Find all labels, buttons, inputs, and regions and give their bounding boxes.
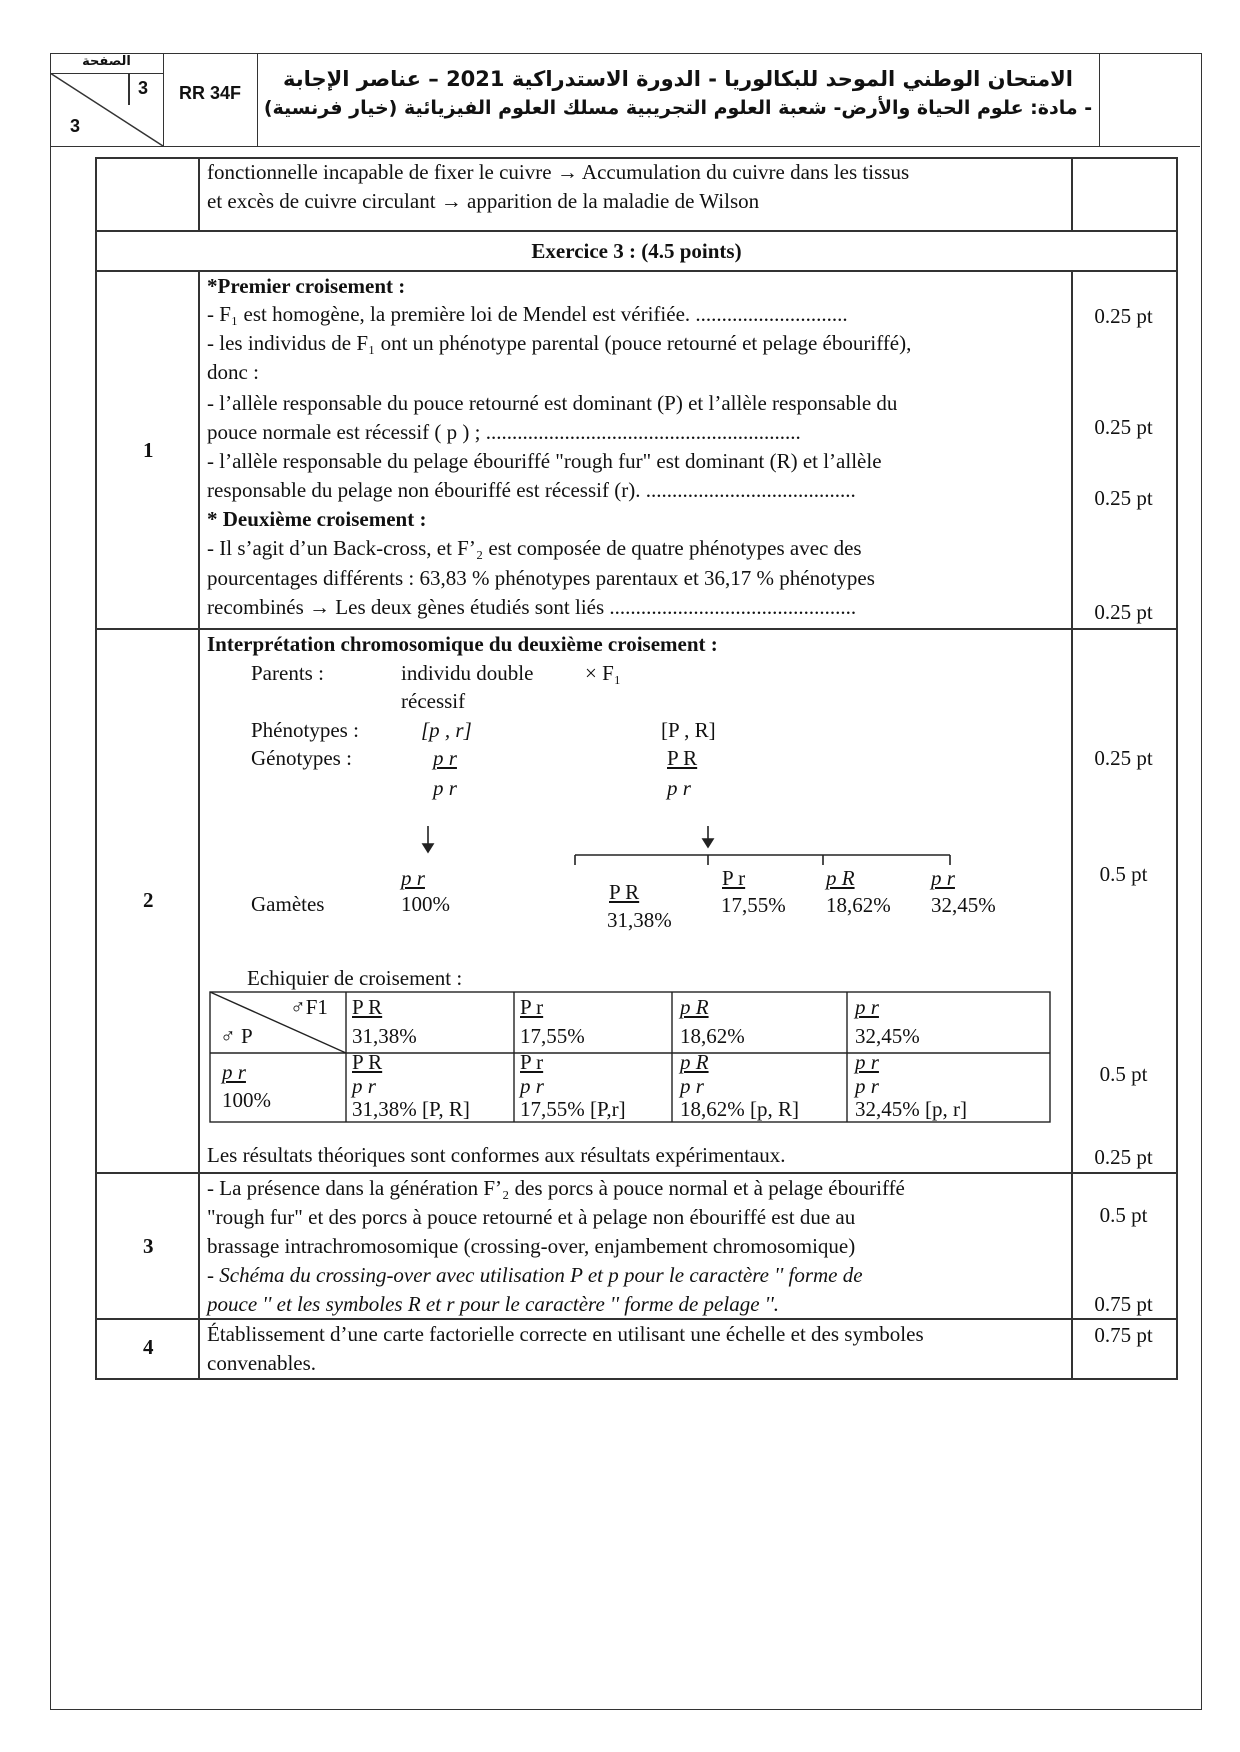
question-number: 3 xyxy=(143,1234,154,1258)
q1-line: pouce normale est récessif ( p ) ; ............................................................ xyxy=(207,420,801,444)
punnett-cell-top: p r xyxy=(855,1050,879,1074)
q3-line: brassage intrachromosomique (crossing-over, enjambement chromosomique) xyxy=(207,1234,856,1258)
punnett-col-pct: 32,45% xyxy=(855,1024,920,1048)
gamete-pR: p R xyxy=(826,866,855,890)
q4-line: Établissement d’une carte factorielle correcte en utilisant une échelle et des symboles xyxy=(207,1322,924,1346)
phenotypes-label: Phénotypes : xyxy=(251,718,359,742)
punnett-cell-top: p R xyxy=(680,1050,709,1074)
question-number: 1 xyxy=(143,438,154,462)
punnett-col-head: p R xyxy=(680,995,709,1019)
points: 0.25 pt xyxy=(1094,486,1153,510)
exam-code: RR 34F xyxy=(163,53,258,146)
q3-line: - La présence dans la génération F’₂ des porcs à pouce normal et à pelage ébouriffé xyxy=(207,1176,905,1200)
points: 0.25 pt xyxy=(1094,415,1153,439)
punnett-cell-result: 31,38% [P, R] xyxy=(352,1097,470,1121)
q1-line: - les individus de F₁ ont un phénotype parental (pouce retourné et pelage ébouriffé), xyxy=(207,331,912,355)
page-number: 3 xyxy=(138,78,149,98)
points: 0.5 pt xyxy=(1099,862,1148,886)
punnett-col-head: P r xyxy=(520,995,544,1019)
q2-title: Interprétation chromosomique du deuxième croisement : xyxy=(207,632,718,656)
punnett-cell-result: 32,45% [p, r] xyxy=(855,1097,967,1121)
q1-line: - Il s’agit d’un Back-cross, et F’₂ est composée de quatre phénotypes avec des xyxy=(207,536,862,560)
q1-line: pourcentages différents : 63,83 % phénotypes parentaux et 36,17 % phénotypes xyxy=(207,566,875,590)
exercise-title: Exercice 3 : (4.5 points) xyxy=(531,239,742,263)
parents-label: Parents : xyxy=(251,661,324,685)
q1-line: - l’allèle responsable du pouce retourné est dominant (P) et l’allèle responsable du xyxy=(207,391,898,415)
gamete-PR: P R xyxy=(609,880,640,904)
punnett-cell-bottom: p r xyxy=(680,1074,704,1098)
echiquier-label: Echiquier de croisement : xyxy=(247,966,463,990)
q4-line: convenables. xyxy=(207,1351,317,1375)
gamete-PR-pct: 31,38% xyxy=(607,908,672,932)
punnett-cell-bottom: p r xyxy=(520,1074,544,1098)
punnett-cell-bottom: p r xyxy=(352,1074,376,1098)
gamete-parent-pct: 100% xyxy=(401,892,450,916)
intro-line: et excès de cuivre circulant → apparition de la maladie de Wilson xyxy=(207,189,760,213)
parent-cross: × F₁ xyxy=(585,661,622,685)
title-line-1: الامتحان الوطني الموحد للبكالوريا - الدورة الاستدراكية 2021 – عناصر الإجابة xyxy=(282,67,1073,91)
q3-line: - Schéma du crossing-over avec utilisation P et p pour le caractère '' forme de xyxy=(207,1263,863,1287)
punnett-corner-p: ♂ P xyxy=(220,1024,253,1048)
gamete-parent: p r xyxy=(401,866,425,890)
q1-line: recombinés → Les deux gènes étudiés sont liés ............................................... xyxy=(207,595,857,619)
page-total: 3 xyxy=(70,116,81,136)
q1-heading-2: * Deuxième croisement : xyxy=(207,507,427,531)
punnett-cell-result: 18,62% [p, R] xyxy=(680,1097,799,1121)
punnett-row-gamete: p r xyxy=(222,1060,246,1084)
title-line-2: - مادة: علوم الحياة والأرض- شعبة العلوم التجريبية مسلك العلوم الفيزيائية (خيار فرنسية) xyxy=(263,97,1093,119)
punnett-col-head: P R xyxy=(352,995,383,1019)
q3-line: "rough fur" et des porcs à pouce retourné et à pelage non ébouriffé est due au xyxy=(207,1205,856,1229)
points: 0.25 pt xyxy=(1094,600,1153,624)
punnett-col-pct: 31,38% xyxy=(352,1024,417,1048)
punnett-cell-top: P r xyxy=(520,1050,544,1074)
punnett-col-head: p r xyxy=(855,995,879,1019)
q1-line: donc : xyxy=(207,360,259,384)
intro-line: fonctionnelle incapable de fixer le cuivre → Accumulation du cuivre dans les tissus xyxy=(207,160,910,184)
gamete-p-r-pct: 32,45% xyxy=(931,893,996,917)
points: 0.75 pt xyxy=(1094,1292,1153,1316)
q1-line: responsable du pelage non ébouriffé est récessif (r). ........................................ xyxy=(207,478,856,502)
q1-line: - l’allèle responsable du pelage ébouriffé "rough fur" est dominant (R) et l’allèle xyxy=(207,449,882,473)
points: 0.75 pt xyxy=(1094,1323,1153,1347)
parent-1-cont: récessif xyxy=(401,689,466,713)
punnett-row-pct: 100% xyxy=(222,1088,271,1112)
genotypes-label: Génotypes : xyxy=(251,746,352,770)
question-number: 2 xyxy=(143,888,154,912)
genotype-1-top: p r xyxy=(433,746,457,770)
gamete-p-r: p r xyxy=(931,866,955,890)
gametes-label: Gamètes xyxy=(251,892,325,916)
points: 0.5 pt xyxy=(1099,1203,1148,1227)
q3-line: pouce '' et les symboles R et r pour le caractère '' forme de pelage ''. xyxy=(207,1292,780,1316)
genotype-2-bottom: p r xyxy=(667,776,691,800)
punnett-cell-bottom: p r xyxy=(855,1074,879,1098)
q1-line: - F₁ est homogène, la première loi de Mendel est vérifiée. ............................. xyxy=(207,302,848,326)
q2-conclusion: Les résultats théoriques sont conformes aux résultats expérimentaux. xyxy=(207,1143,786,1167)
punnett-cell-result: 17,55% [P,r] xyxy=(520,1097,626,1121)
gamete-pR-pct: 18,62% xyxy=(826,893,891,917)
gamete-Pr: P r xyxy=(722,866,746,890)
phenotype-2: [P , R] xyxy=(661,718,716,742)
punnett-corner-f1: ♂F1 xyxy=(290,995,328,1019)
gamete-Pr-pct: 17,55% xyxy=(721,893,786,917)
punnett-col-pct: 18,62% xyxy=(680,1024,745,1048)
phenotype-1: [p , r] xyxy=(421,718,472,742)
page-label: الصفحة xyxy=(50,53,163,74)
genotype-1-bottom: p r xyxy=(433,776,457,800)
points: 0.25 pt xyxy=(1094,304,1153,328)
points: 0.25 pt xyxy=(1094,746,1153,770)
question-number: 4 xyxy=(143,1335,154,1359)
q1-heading-1: *Premier croisement : xyxy=(207,274,406,298)
points: 0.25 pt xyxy=(1094,1145,1153,1169)
genotype-2-top: P R xyxy=(667,746,698,770)
points: 0.5 pt xyxy=(1099,1062,1148,1086)
parent-1: individu double xyxy=(401,661,534,685)
punnett-cell-top: P R xyxy=(352,1050,383,1074)
punnett-col-pct: 17,55% xyxy=(520,1024,585,1048)
